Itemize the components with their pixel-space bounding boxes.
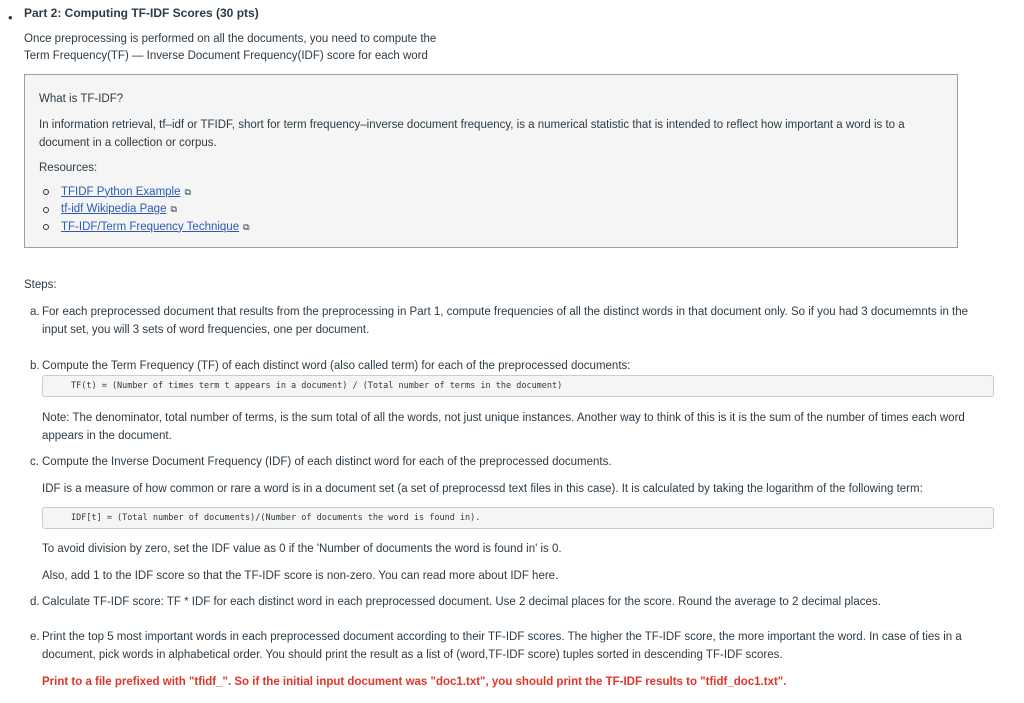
link-tfidf-python-example[interactable]: TFIDF Python Example — [61, 185, 181, 198]
step-a-text: For each preprocessed document that results from the preprocessing in Part 1, compute frequencies of all the distinct words in that document only. So if you had 3 documemnts in the input set, you will 3 sets of word frequencies, one per document. — [42, 306, 969, 336]
intro-text — [24, 31, 544, 65]
intro-line-2: Term Frequency(TF) — Inverse Document Frequency(IDF) score for each word — [24, 50, 428, 62]
info-question: What is TF-IDF? — [39, 93, 124, 105]
tf-formula-code: TF(t) = (Number of times term t appears in a document) / (Total number of terms in the document) — [42, 375, 994, 397]
tfidf-info-box — [24, 74, 958, 248]
part-title: Part 2: Computing TF-IDF Scores (30 pts) — [24, 6, 259, 20]
resources-list — [39, 184, 943, 237]
tf-denominator-note: Note: The denominator, total number of terms, is the sum total of all the words, not just unique instances. Another way to think of this is it is the sum of the number of times each word appears in the document. — [42, 412, 965, 442]
circle-bullet-icon — [43, 224, 49, 230]
step-e-text: Print the top 5 most important words in each preprocessed document according to their TF-IDF scores. The higher the TF-IDF score, the more important the word. In case of ties in a document, pick words in alphabetical order. You should print the result as a list of (word,TF-IDF score) tuples sorted in descending TF-IDF scores. — [42, 631, 962, 661]
step-c — [30, 453, 996, 471]
step-d-text: Calculate TF-IDF score: TF * IDF for each distinct word in each preprocessed document. Use 2 decimal places for the score. Round the average to 2 decimal places. — [42, 596, 881, 608]
info-definition: In information retrieval, tf–idf or TFIDF, short for term frequency–inverse document frequency, is a numerical statistic that is intended to reflect how important a word is to a document in a collection or corpus. — [39, 119, 905, 150]
step-d — [30, 593, 996, 611]
steps-label: Steps: — [24, 279, 57, 291]
external-link-icon: ⧉ — [170, 204, 177, 214]
link-tfidf-technique[interactable]: TF-IDF/Term Frequency Technique — [61, 220, 240, 233]
step-letter: d. — [30, 596, 40, 608]
idf-add-one-note: Also, add 1 to the IDF score so that the TF-IDF score is non-zero. You can read more about IDF here. — [42, 570, 559, 582]
output-file-note: Print to a file prefixed with "tfidf_". So if the initial input document was "doc1.txt", you should print the TF-IDF results to "tfidf_doc1.txt". — [42, 676, 787, 688]
resource-item — [43, 184, 943, 202]
step-b-text: Compute the Term Frequency (TF) of each distinct word (also called term) for each of the preprocessed documents: — [42, 360, 631, 372]
step-letter: b. — [30, 360, 40, 372]
idf-formula-code: IDF[t] = (Total number of documents)/(Number of documents the word is found in). — [42, 507, 994, 529]
step-b — [30, 357, 996, 375]
step-a — [30, 303, 996, 339]
step-letter: c. — [30, 456, 39, 468]
step-letter: e. — [30, 631, 40, 643]
step-c-text: Compute the Inverse Document Frequency (IDF) of each distinct word for each of the preprocessed documents. — [42, 456, 612, 468]
resources-label: Resources: — [39, 162, 98, 175]
intro-line-1: Once preprocessing is performed on all the documents, you need to compute the — [24, 33, 437, 45]
idf-description: IDF is a measure of how common or rare a word is in a document set (a set of preprocessd text files in this case). It is calculated by taking the logarithm of the following term: — [42, 483, 923, 495]
resource-item — [43, 201, 943, 219]
external-link-icon: ⧉ — [184, 186, 191, 197]
external-link-icon: ⧉ — [243, 221, 250, 232]
step-e — [30, 628, 996, 664]
circle-bullet-icon — [43, 207, 49, 213]
idf-zero-note: To avoid division by zero, set the IDF value as 0 if the 'Number of documents the word is found in' is 0. — [42, 543, 562, 555]
circle-bullet-icon — [43, 189, 49, 195]
link-tfidf-wikipedia[interactable]: tf-idf Wikipedia Page — [61, 203, 167, 216]
bullet-icon: • — [8, 10, 13, 25]
step-letter: a. — [30, 306, 40, 318]
resource-item — [43, 219, 943, 237]
